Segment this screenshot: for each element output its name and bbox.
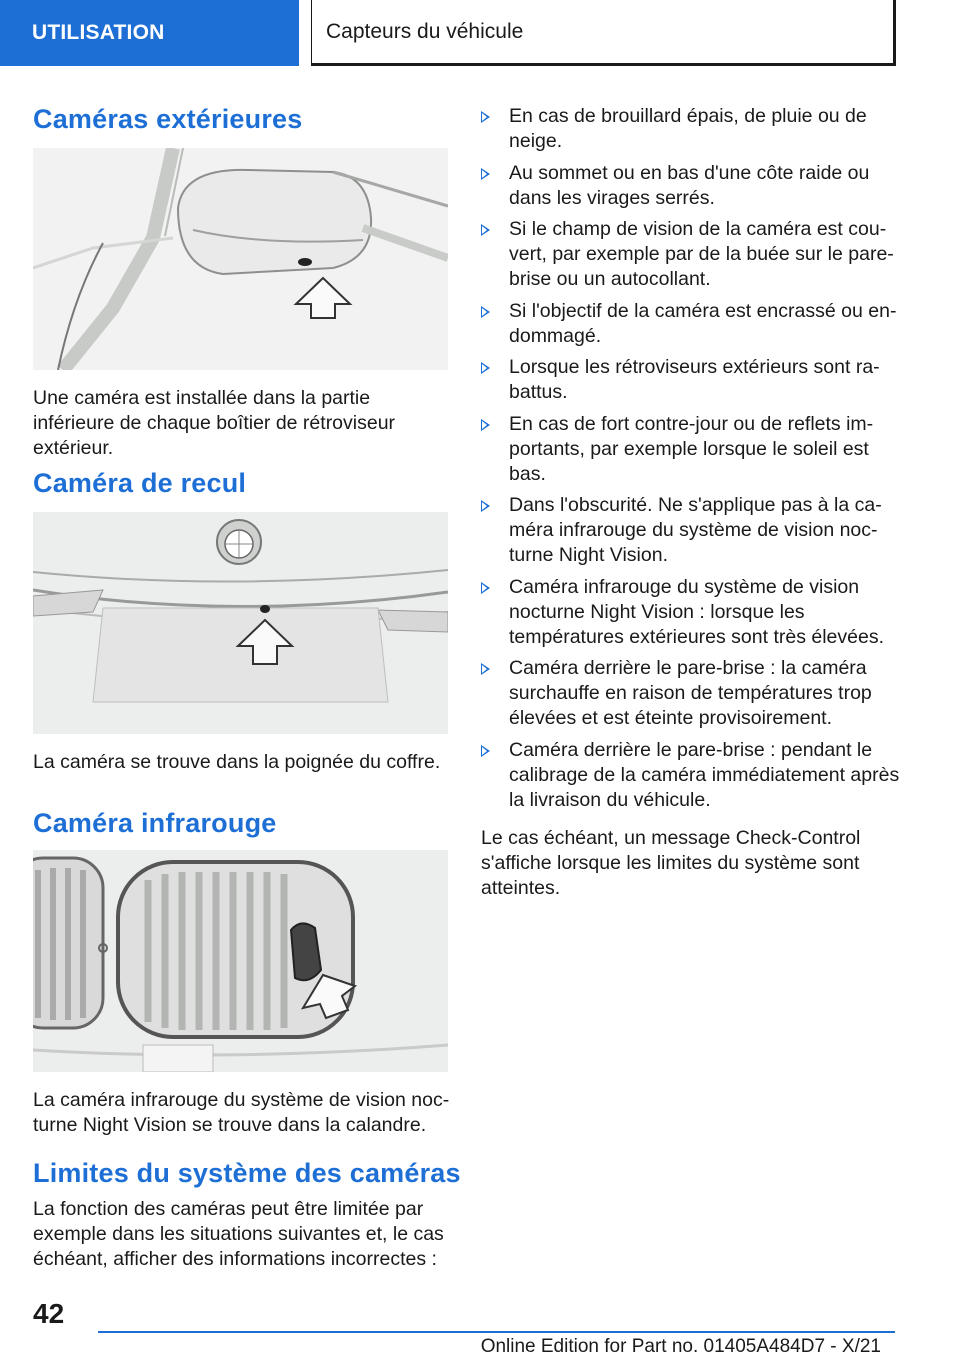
figure-rear-camera — [33, 512, 448, 734]
paragraph-infrared-camera: La caméra infrarouge du système de vision nocturne Night Vision se trouve dans la calandre. — [33, 1089, 450, 1136]
list-item: Dans l'obscurité. Ne s'applique pas à la caméra infrarouge du système de vision nocturne Night Vision. — [481, 493, 901, 568]
list-item: Au sommet ou en bas d'une côte raide ou dans les virages serrés. — [481, 161, 901, 211]
triangle-bullet-icon — [481, 111, 490, 123]
figure-infrared-camera — [33, 850, 448, 1072]
footer-divider — [98, 1331, 895, 1333]
list-item: En cas de brouillard épais, de pluie ou de neige. — [481, 104, 901, 154]
heading-rear-camera: Caméra de recul — [33, 468, 247, 498]
heading-infrared-camera: Caméra infrarouge — [33, 808, 277, 838]
triangle-bullet-icon — [481, 306, 490, 318]
footer-edition: Online Edition for Part no. 01405A484D7 - X/21 — [480, 1336, 881, 1357]
section-tab: UTILISATION — [0, 0, 299, 66]
triangle-bullet-icon — [481, 419, 490, 431]
triangle-bullet-icon — [481, 168, 490, 180]
heading-camera-limits: Limites du système des caméras — [33, 1158, 461, 1188]
triangle-bullet-icon — [481, 745, 490, 757]
heading-exterior-cameras: Caméras extérieures — [33, 104, 303, 134]
paragraph-check-control: Le cas échéant, un message Check-Control s'affiche lorsque les limites du système sont atteintes. — [481, 827, 861, 899]
list-item: En cas de fort contre-jour ou de reflets importants, par exemple lorsque le soleil est bas. — [481, 412, 901, 487]
limits-list — [481, 104, 901, 819]
triangle-bullet-icon — [481, 362, 490, 374]
page-number: 42 — [33, 1298, 65, 1329]
paragraph-camera-limits: La fonction des caméras peut être limitée par exemple dans les situations suivantes et, le cas échéant, afficher des informations incorrectes : — [33, 1198, 444, 1270]
triangle-bullet-icon — [481, 224, 490, 236]
triangle-bullet-icon — [481, 500, 490, 512]
list-item: Si le champ de vision de la caméra est couvert, par exemple par de la buée sur le pare-brise ou un autocollant. — [481, 217, 901, 292]
list-item: Si l'objectif de la caméra est encrassé ou endommagé. — [481, 299, 901, 349]
figure-mirror-camera — [33, 148, 448, 370]
triangle-bullet-icon — [481, 663, 490, 675]
list-item: Caméra infrarouge du système de vision nocturne Night Vision : lorsque les températures extérieures sont très élevées. — [481, 575, 901, 650]
triangle-bullet-icon — [481, 582, 490, 594]
list-item: Lorsque les rétroviseurs extérieurs sont rabattus. — [481, 355, 901, 405]
list-item: Caméra derrière le pare-brise : pendant le calibrage de la caméra immédiatement après la livraison du véhicule. — [481, 738, 901, 813]
chapter-tab: Capteurs du véhicule — [311, 0, 896, 66]
paragraph-exterior-cameras: Une caméra est installée dans la partie inférieure de chaque boîtier de rétroviseur extérieur. — [33, 387, 396, 459]
paragraph-rear-camera: La caméra se trouve dans la poignée du coffre. — [33, 751, 441, 773]
list-item: Caméra derrière le pare-brise : la caméra surchauffe en raison de températures trop élevées et est éteinte provisoirement. — [481, 656, 901, 731]
